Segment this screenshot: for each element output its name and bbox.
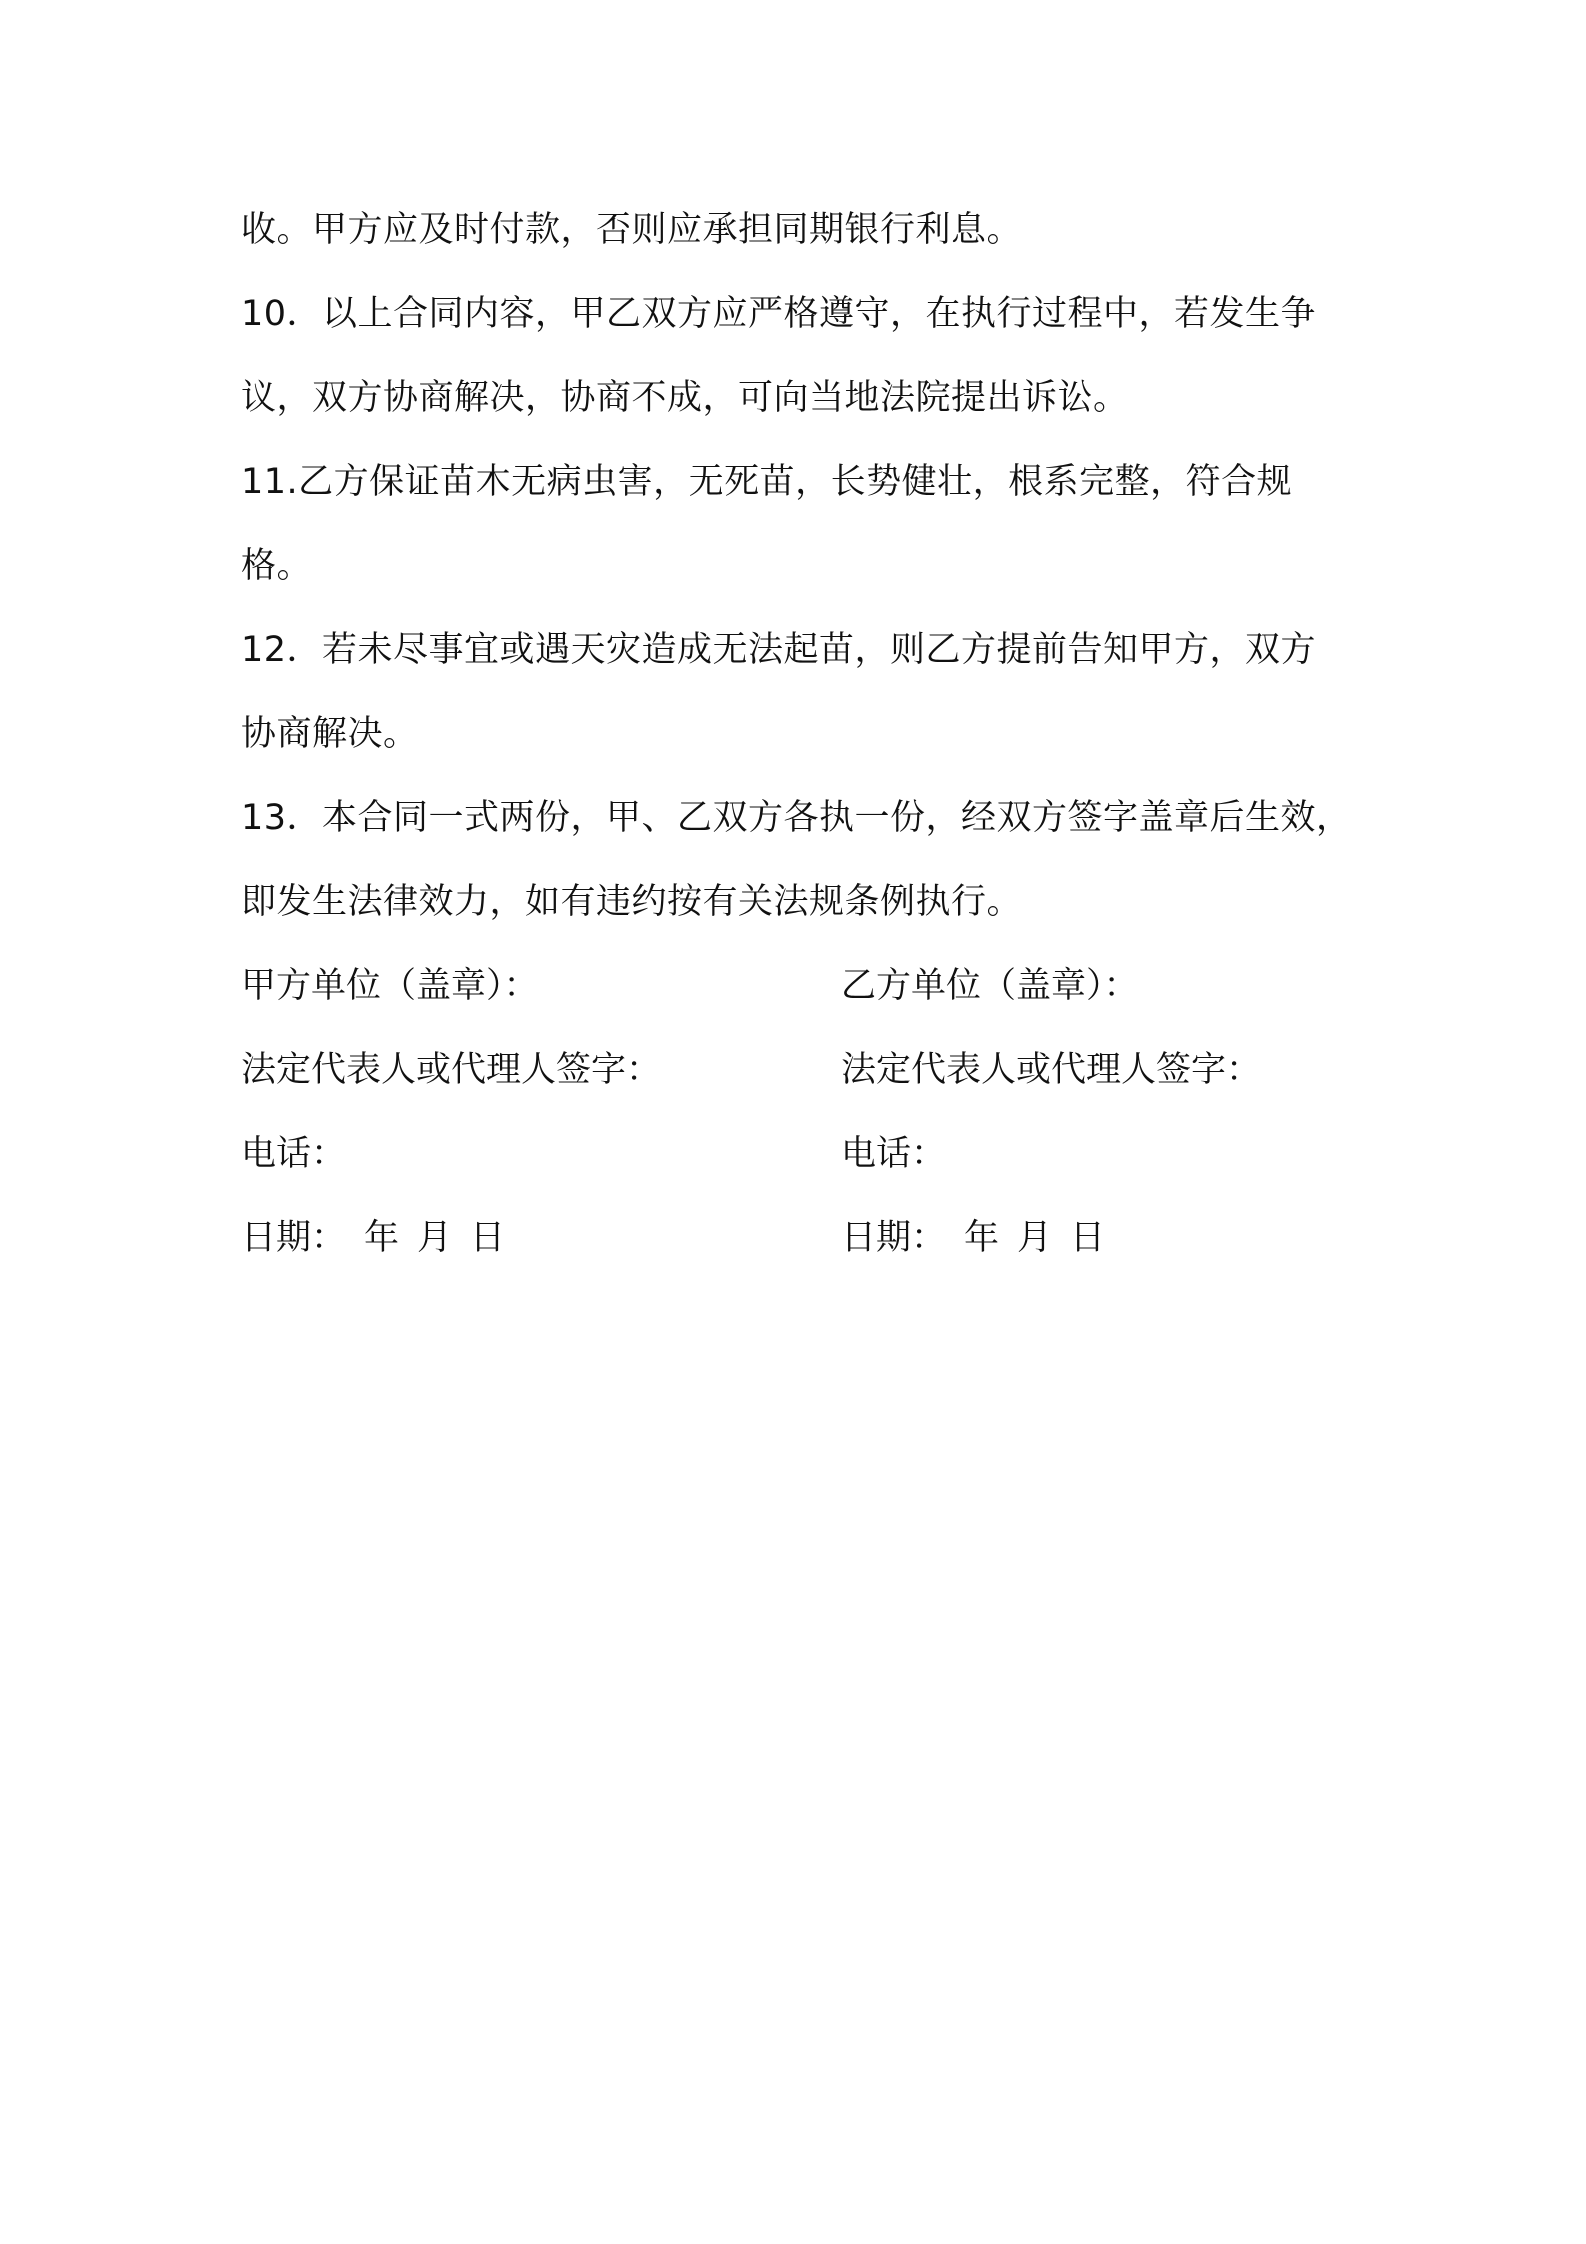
signature-row-unit xyxy=(241,944,1357,1028)
paragraph-line: 即发生法律效力，如有违约按有关法规条例执行。 xyxy=(241,882,1023,922)
party-a-representative-label: 法定代表人或代理人签字： xyxy=(241,1050,662,1090)
paragraph-line: 格。 xyxy=(241,546,313,586)
signature-row-representative xyxy=(241,1028,1357,1112)
paragraph-line: 10．以上合同内容，甲乙双方应严格遵守，在执行过程中，若发生争 xyxy=(241,294,1317,334)
signature-row-date xyxy=(241,1196,1357,1280)
signature-row-phone xyxy=(241,1112,1357,1196)
party-b-date-month: 月 xyxy=(1017,1218,1053,1258)
party-a-date-year: 年 xyxy=(364,1218,400,1258)
party-a-phone-label: 电话： xyxy=(241,1134,347,1174)
paragraph-line: 13．本合同一式两份，甲、乙双方各执一份，经双方签字盖章后生效， xyxy=(241,798,1352,838)
party-b-phone-label: 电话： xyxy=(841,1134,947,1174)
party-a-date-label: 日期： xyxy=(241,1218,347,1258)
document-content xyxy=(241,188,1357,1280)
party-b-date-year: 年 xyxy=(964,1218,1000,1258)
party-a-date-day: 日 xyxy=(470,1218,506,1258)
party-a-date-month: 月 xyxy=(417,1218,453,1258)
paragraph-line: 11.乙方保证苗木无病虫害，无死苗，长势健壮，根系完整，符合规 xyxy=(241,462,1293,502)
party-b-date xyxy=(841,1196,1123,1280)
party-b-representative-label: 法定代表人或代理人签字： xyxy=(841,1050,1262,1090)
party-b-unit-label: 乙方单位（盖章）： xyxy=(841,966,1139,1006)
paragraph-line: 议，双方协商解决，协商不成，可向当地法院提出诉讼。 xyxy=(241,378,1129,418)
party-a-date xyxy=(241,1196,523,1280)
party-b-date-day: 日 xyxy=(1070,1218,1106,1258)
paragraph-line: 协商解决。 xyxy=(241,714,419,754)
party-a-unit-label: 甲方单位（盖章）： xyxy=(241,966,539,1006)
paragraph-line: 12．若未尽事宜或遇天灾造成无法起苗，则乙方提前告知甲方，双方 xyxy=(241,630,1317,670)
paragraph-line: 收。甲方应及时付款，否则应承担同期银行利息。 xyxy=(241,210,1023,250)
party-b-date-label: 日期： xyxy=(841,1218,947,1258)
